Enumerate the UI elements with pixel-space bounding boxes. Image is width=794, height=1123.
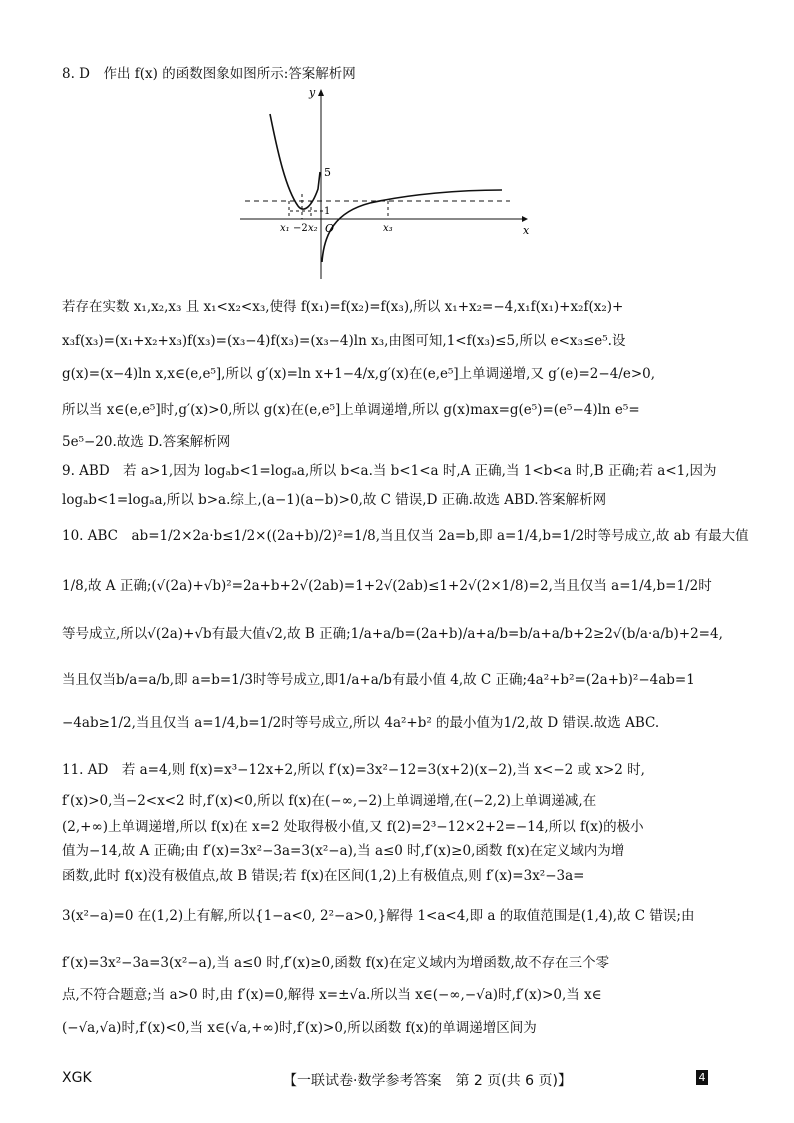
- p10-line-1: 10. ABC ab=1/2×2a·b≤1/2×((2a+b)/2)²=1/8,当且仅当 2a=b,即 a=1/4,b=1/2时等号成立,故 ab 有最大值: [62, 528, 749, 544]
- footer-code: XGK: [62, 1070, 92, 1086]
- label-x2: x₂: [308, 223, 318, 234]
- function-graph: [240, 84, 530, 284]
- p8-line-3: g(x)=(x−4)ln x,x∈(e,e⁵],所以 g′(x)=ln x+1−4/x,g′(x)在(e,e⁵]上单调递增,又 g′(e)=2−4/e>0,: [62, 366, 656, 382]
- page-badge: 4: [696, 1070, 708, 1085]
- p11-line-8: 点,不符合题意;当 a>0 时,由 f′(x)=0,解得 x=±√a.所以当 x∈(−∞,−√a)时,f′(x)>0,当 x∈: [62, 987, 602, 1003]
- x-axis-arrow-icon: [522, 216, 528, 222]
- p9-line-1: 9. ABD 若 a>1,因为 logₐb<1=logₐa,所以 b<a.当 b<1<a 时,A 正确,当 1<b<a 时,B 正确;若 a<1,因为: [62, 463, 717, 479]
- p11-line-7: f′(x)=3x²−3a=3(x²−a),当 a≤0 时,f′(x)≥0,函数 f(x)在定义域内为增函数,故不存在三个零: [62, 955, 610, 971]
- label-origin: O: [325, 222, 335, 235]
- problem-8-header: 8. D 作出 f(x) 的函数图象如图所示:答案解析网: [62, 66, 356, 82]
- p8-line-4: 所以当 x∈(e,e⁵]时,g′(x)>0,所以 g(x)在(e,e⁵]上单调递增,所以 g(x)max=g(e⁵)=(e⁵−4)ln e⁵=: [62, 402, 640, 418]
- p10-line-5: −4ab≥1/2,当且仅当 a=1/4,b=1/2时等号成立,所以 4a²+b² 的最小值为1/2,故 D 错误.故选 ABC.: [62, 715, 660, 731]
- p11-line-2: f′(x)>0,当−2<x<2 时,f′(x)<0,所以 f(x)在(−∞,−2)上单调递增,在(−2,2)上单调递减,在: [62, 793, 597, 809]
- label-x1: x₁: [280, 223, 290, 234]
- p9-line-2: logₐb<1=logₐa,所以 b>a.综上,(a−1)(a−b)>0,故 C 错误,D 正确.故选 ABD.答案解析网: [62, 492, 607, 508]
- p11-line-4: 值为−14,故 A 正确;由 f′(x)=3x²−3a=3(x²−a),当 a≤0 时,f′(x)≥0,函数 f(x)在定义域内为增: [62, 843, 625, 859]
- footer-title: 【一联试卷·数学参考答案 第 2 页(共 6 页)】: [283, 1073, 572, 1089]
- p10-line-2: 1/8,故 A 正确;(√(2a)+√b)²=2a+b+2√(2ab)=1+2√(2ab)≤1+2√(2×1/8)=2,当且仅当 a=1/4,b=1/2时: [62, 578, 712, 594]
- label-five: 5: [324, 166, 331, 179]
- p10-line-4: 当且仅当b/a=a/b,即 a=b=1/3时等号成立,即1/a+a/b有最小值 4,故 C 正确;4a²+b²=(2a+b)²−4ab=1: [62, 672, 695, 688]
- p11-line-6: 3(x²−a)=0 在(1,2)上有解,所以{1−a<0, 2²−a>0,}解得 1<a<4,即 a 的取值范围是(1,4),故 C 错误;由: [62, 908, 695, 924]
- p11-line-1: 11. AD 若 a=4,则 f(x)=x³−12x+2,所以 f′(x)=3x²−12=3(x+2)(x−2),当 x<−2 或 x>2 时,: [62, 762, 645, 778]
- p8-line-5: 5e⁵−20.故选 D.答案解析网: [62, 434, 231, 450]
- label-x3: x₃: [383, 223, 393, 234]
- p8-line-1: 若存在实数 x₁,x₂,x₃ 且 x₁<x₂<x₃,使得 f(x₁)=f(x₂)=f(x₃),所以 x₁+x₂=−4,x₁f(x₁)+x₂f(x₂)+: [62, 299, 624, 315]
- y-label: y: [309, 86, 316, 99]
- p11-line-5: 函数,此时 f(x)没有极值点,故 B 错误;若 f(x)在区间(1,2)上有极值点,则 f′(x)=3x²−3a=: [62, 868, 585, 884]
- p8-line-2: x₃f(x₃)=(x₁+x₂+x₃)f(x₃)=(x₃−4)f(x₃)=(x₃−4)ln x₃,由图可知,1<f(x₃)≤5,所以 e<x₃≤e⁵.设: [62, 333, 626, 349]
- x-label: x: [523, 224, 530, 237]
- p10-line-3: 等号成立,所以√(2a)+√b有最大值√2,故 B 正确;1/a+a/b=(2a+b)/a+a/b=b/a+a/b+2≥2√(b/a·a/b)+2=4,: [62, 626, 723, 642]
- y-axis-arrow-icon: [318, 89, 324, 96]
- label-minus2: −2: [293, 223, 308, 234]
- p11-line-3: (2,+∞)上单调递增,所以 f(x)在 x=2 处取得极小值,又 f(2)=2³−12×2+2=−14,所以 f(x)的极小: [62, 819, 644, 835]
- left-curve: [270, 114, 320, 209]
- p11-line-9: (−√a,√a)时,f′(x)<0,当 x∈(√a,+∞)时,f′(x)>0,所以函数 f(x)的单调递增区间为: [62, 1020, 537, 1036]
- label-one: 1: [324, 206, 331, 217]
